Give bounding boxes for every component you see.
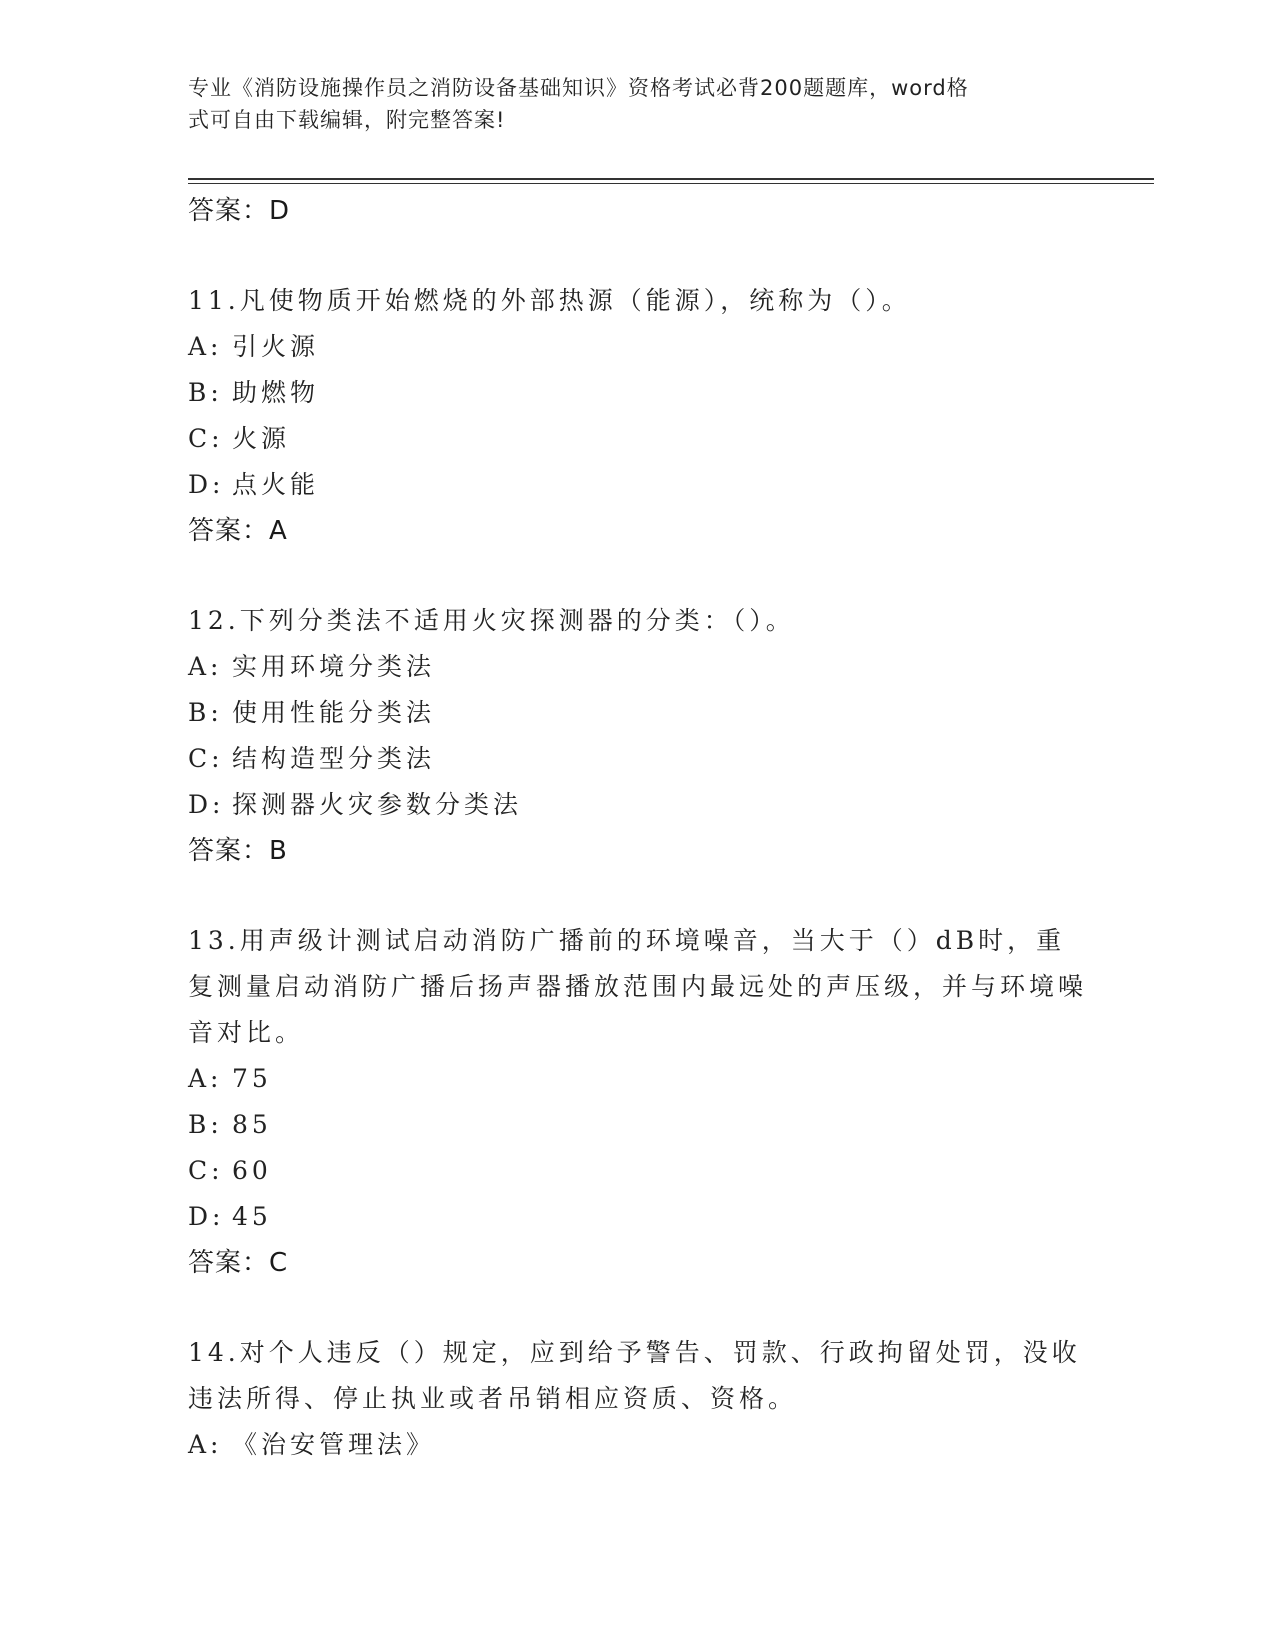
previous-answer: 答案：D (188, 196, 291, 226)
answer: 答案：A (188, 516, 288, 546)
option-text: 《治安管理法》 (232, 1430, 436, 1459)
option-c (188, 736, 1088, 782)
question-text: 12.下列分类法不适用火灾探测器的分类：（）。 (188, 606, 795, 635)
option-text: 85 (232, 1110, 272, 1139)
header-divider-thin (188, 183, 1154, 184)
question-text: 13.用声级计测试启动消防广播前的环境噪音，当大于（）dB时，重复测量启动消防广播后扬声器播放范围内最远处的声压级，并与环境噪音对比。 (188, 926, 1088, 1047)
option-b (188, 370, 1088, 416)
option-letter: C: (188, 1156, 224, 1185)
option-text: 实用环境分类法 (232, 652, 436, 681)
header-line-1: 专业《消防设施操作员之消防设备基础知识》资格考试必背200题题库，word格 (188, 76, 969, 100)
option-d (188, 782, 1088, 828)
option-c (188, 1148, 1088, 1194)
option-text: 45 (232, 1202, 272, 1231)
question-13 (188, 918, 1088, 1286)
question-11 (188, 278, 1088, 554)
option-text: 助燃物 (232, 378, 320, 407)
option-a (188, 1422, 1088, 1468)
option-text: 75 (232, 1064, 272, 1093)
document-content (188, 188, 1088, 1468)
option-letter: C: (188, 744, 224, 773)
option-text: 引火源 (232, 332, 320, 361)
option-letter: A: (188, 1064, 223, 1093)
option-text: 火源 (232, 424, 291, 453)
option-letter: A: (188, 332, 223, 361)
option-text: 点火能 (232, 470, 320, 499)
option-text: 探测器火灾参数分类法 (232, 790, 523, 819)
option-d (188, 1194, 1088, 1240)
option-a (188, 324, 1088, 370)
answer: 答案：C (188, 1248, 289, 1278)
question-14 (188, 1330, 1088, 1468)
option-a (188, 1056, 1088, 1102)
option-letter: D: (188, 790, 225, 819)
document-header (188, 72, 1088, 136)
option-letter: B: (188, 1110, 223, 1139)
answer: 答案：B (188, 836, 288, 866)
option-b (188, 690, 1088, 736)
option-letter: A: (188, 652, 223, 681)
option-b (188, 1102, 1088, 1148)
header-line-2: 式可自由下载编辑，附完整答案! (188, 108, 506, 132)
question-12 (188, 598, 1088, 874)
option-text: 60 (232, 1156, 272, 1185)
question-text: 11.凡使物质开始燃烧的外部热源（能源），统称为（）。 (188, 286, 911, 315)
option-letter: C: (188, 424, 224, 453)
option-a (188, 644, 1088, 690)
question-text: 14.对个人违反（）规定，应到给予警告、罚款、行政拘留处罚，没收违法所得、停止执业或者吊销相应资质、资格。 (188, 1338, 1081, 1413)
option-letter: B: (188, 378, 223, 407)
option-letter: A: (188, 1430, 223, 1459)
option-text: 结构造型分类法 (232, 744, 436, 773)
option-c (188, 416, 1088, 462)
option-d (188, 462, 1088, 508)
option-text: 使用性能分类法 (232, 698, 436, 727)
option-letter: D: (188, 470, 225, 499)
header-divider-thick (188, 178, 1154, 180)
option-letter: D: (188, 1202, 225, 1231)
option-letter: B: (188, 698, 223, 727)
